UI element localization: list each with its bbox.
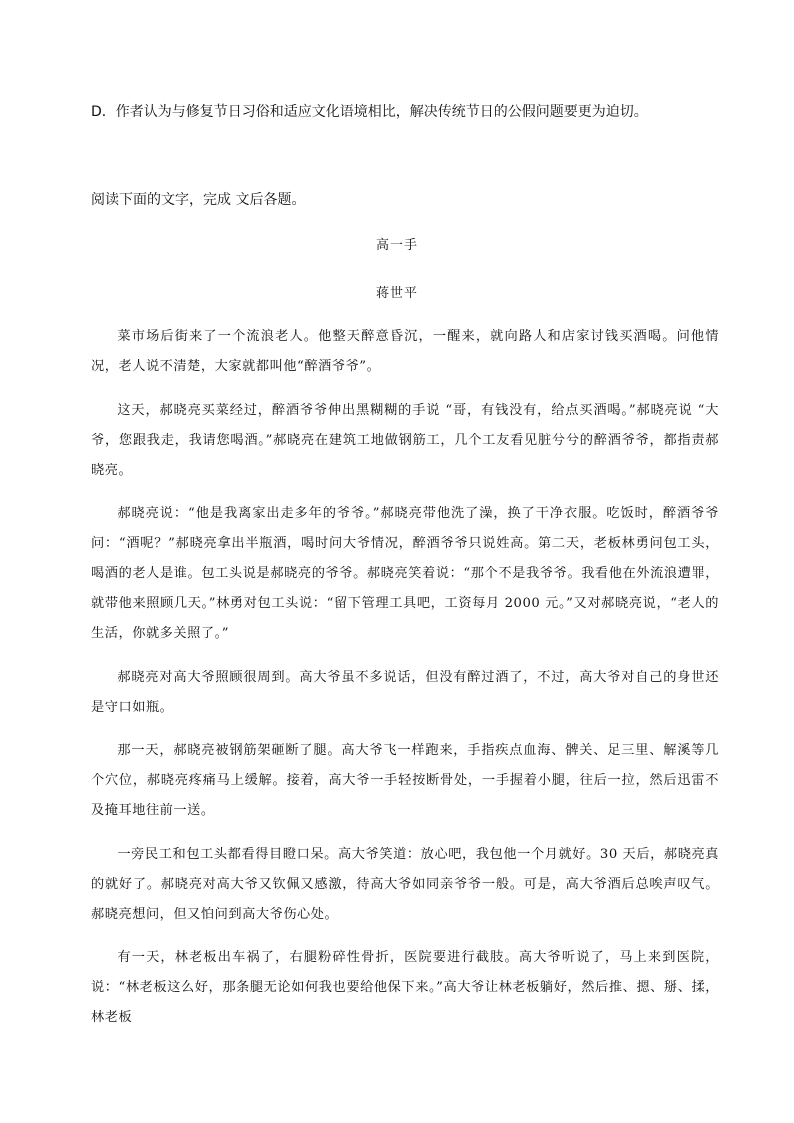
story-paragraph-5: 那一天，郝晓亮被钢筋架砸断了腿。高大爷飞一样跑来，手指疾点血海、髀关、足三里、解溪等几个穴位，郝晓亮疼痛马上缓解。接着，高大爷一手轻按断骨处，一手握着小腿，往后一拉，然后迅雷不及掩耳地往前一送。	[91, 743, 719, 818]
story-paragraph-3: 郝晓亮说：“他是我离家出走多年的爷爷。”郝晓亮带他洗了澡，换了干净衣服。吃饭时，醉酒爷爷问：“酒呢？”郝晓亮拿出半瓶酒，喝时问大爷情况，醉酒爷爷只说姓高。第二天，老板林勇问包工头，喝酒的老人是谁。包工头说是郝晓亮的爷爷。郝晓亮笑着说：“那个不是我爷爷。我看他在外流浪遭罪，就带他来照顾几天。”林勇对包工头说：“留下管理工具吧，工资每月 2000 元。”又对郝晓亮说，“老人的生活，你就多关照了。”	[91, 506, 719, 641]
story-title: 高一手	[375, 238, 418, 253]
story-paragraph-6: 一旁民工和包工头都看得目瞪口呆。高大爷笑道：放心吧，我包他一个月就好。30 天后，郝晓亮真的就好了。郝晓亮对高大爷又钦佩又感激，待高大爷如同亲爷爷一般。可是，高大爷酒后总唉声叹气。郝晓亮想问，但又怕问到高大爷伤心处。	[91, 846, 719, 922]
story-body	[91, 322, 719, 1047]
story-paragraph-2: 这天，郝晓亮买菜经过，醉酒爷爷伸出黑糊糊的手说 “哥，有钱没有，给点买酒喝。”郝晓亮说 “大爷，您跟我走，我请您喝酒。”郝晓亮在建筑工地做钢筋工，几个工友看见脏兮兮的醉酒爷爷，都指责郝晓亮。	[91, 402, 719, 478]
story-paragraph-1: 菜市场后街来了一个流浪老人。他整天醉意昏沉，一醒来，就向路人和店家讨钱买酒喝。问他情况，老人说不清楚，大家就都叫他“醉酒爷爷”。	[91, 329, 719, 374]
reading-instruction: 阅读下面的文字，完成 文后各题。	[91, 192, 306, 208]
story-author: 蒋世平	[375, 286, 418, 301]
question-option-d: D．作者认为与修复节日习俗和适应文化语境相比，解决传统节日的公假问题要更为迫切。	[91, 104, 648, 120]
story-paragraph-4: 郝晓亮对高大爷照顾很周到。高大爷虽不多说话，但没有醉过酒了，不过，高大爷对自己的身世还是守口如瓶。	[91, 669, 719, 715]
story-paragraph-7: 有一天，林老板出车祸了，右腿粉碎性骨折，医院要进行截肢。高大爷听说了，马上来到医院，说：“林老板这么好，那条腿无论如何我也要给他保下来。”高大爷让林老板躺好，然后推、摁、掰、揉，林老板	[91, 950, 719, 1025]
